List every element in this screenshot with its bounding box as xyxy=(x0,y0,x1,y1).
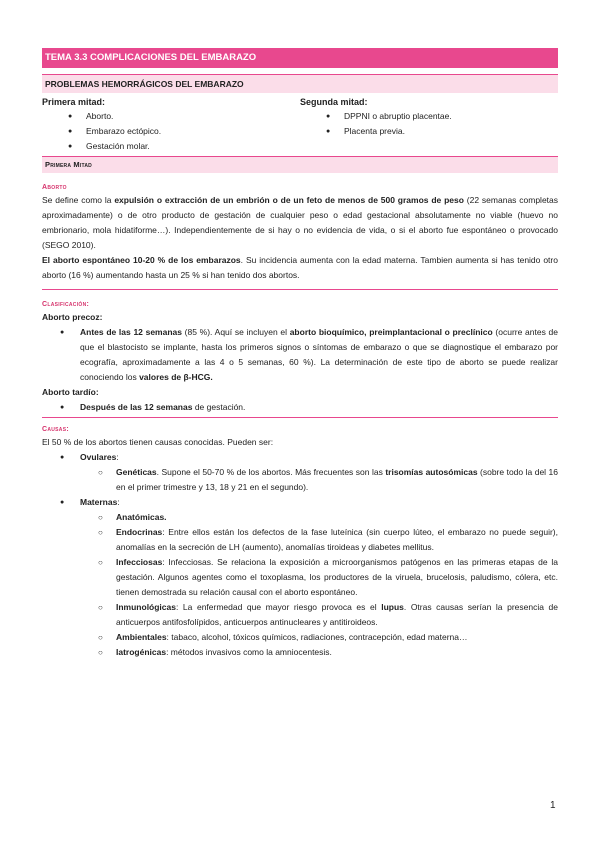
ovulares-item: ● Ovulares: xyxy=(60,452,119,462)
list-item: ● DPPNI o abruptio placentae. xyxy=(326,109,558,124)
clasificacion-heading: Clasificación: xyxy=(42,301,90,308)
first-half-heading: Primera mitad: xyxy=(42,97,106,107)
list-item: ● Placenta previa. xyxy=(326,124,558,139)
list-item: ● Embarazo ectópico. xyxy=(68,124,300,139)
halves-columns xyxy=(42,96,558,154)
aborto-heading: Aborto xyxy=(42,184,67,191)
section-title: PROBLEMAS HEMORRÁGICOS DEL EMBARAZO xyxy=(42,74,558,93)
anatomicas-item: ○ Anatómicas. xyxy=(98,512,167,522)
divider xyxy=(42,417,558,418)
aborto-incidence: El aborto espontáneo 10-20 % de los embarazos. Su incidencia aumenta con la edad materna. Tambien aumenta si has tenido otro aborto (16 %) aumentando hasta un 25 % si han tenido dos abortos. xyxy=(42,255,558,280)
first-half-column xyxy=(42,96,300,154)
endocrinas-item: ○ Endocrinas: Entre ellos están los defectos de la fase luteínica (sin cuerpo lúteo, el embarazo no puede seguir), anomalías en la secreción de LH (aumento), anomalías tiroideas y diabetes mellitus. xyxy=(98,527,558,552)
iatrogenicas-item: ○ Iatrogénicas: métodos invasivos como la amniocentesis. xyxy=(98,647,332,657)
causas-intro: El 50 % de los abortos tienen causas conocidas. Pueden ser: xyxy=(42,437,274,447)
second-half-heading: Segunda mitad: xyxy=(300,97,368,107)
ambientales-item: ○ Ambientales: tabaco, alcohol, tóxicos químicos, radiaciones, contracepción, edad materna… xyxy=(98,632,468,642)
inmunologicas-item: ○ Inmunológicas: La enfermedad que mayor riesgo provoca es el lupus. Otras causas serían la presencia de anticuerpos antifosfolípidos, anticuerpos antinucleares y antitiroideos. xyxy=(98,602,559,627)
aborto-tardio-heading: Aborto tardío: xyxy=(42,387,99,397)
aborto-definition: Se define como la expulsión o extracción de un embrión o de un feto de menos de 500 gramos de peso (22 semanas completas aproximadamente) o de otro producto de gestación de cualquier peso o edad gestacional absolutamente no viable (huevo no embrionario, mola hidatiforme…). Independientemente de si hay o no evidencia de vida, o si el aborto fue espontáneo o provocado (SEGO 2010). xyxy=(42,195,559,250)
primera-mitad-header: Primera Mitad xyxy=(42,156,558,173)
page-number: 1 xyxy=(550,800,556,811)
list-item: ● Aborto. xyxy=(68,109,300,124)
document-page xyxy=(42,48,558,660)
geneticas-item: ○ Genéticas. Supone el 50-70 % de los abortos. Más frecuentes son las trisomías autosómicas (sobre todo la del 16 en el primer trimestre y 13, 18 y 21 en el segundo). xyxy=(98,467,558,492)
infecciosas-item: ○ Infecciosas: Infecciosas. Se relaciona la exposición a microorganismos patógenos en las primeras etapas de la gestación. Algunos agentes como el toxoplasma, los productores de la viruela, brucelosis, paludismo, cólera, etc. tienen demostrada su relación causal con el aborto espontáneo. xyxy=(98,557,558,597)
maternas-item: ● Maternas: xyxy=(60,497,120,507)
aborto-precoz-heading: Aborto precoz: xyxy=(42,312,103,322)
aborto-tardio-item: ● Después de las 12 semanas de gestación. xyxy=(60,402,246,412)
list-item: ● Gestación molar. xyxy=(68,139,300,154)
page-title: TEMA 3.3 COMPLICACIONES DEL EMBARAZO xyxy=(42,48,558,68)
divider xyxy=(42,289,558,290)
causas-heading: Causas: xyxy=(42,426,69,433)
second-half-column xyxy=(300,96,558,154)
aborto-precoz-item: ● Antes de las 12 semanas (85 %). Aquí se incluyen el aborto bioquímico, preimplantacional o preclínico (ocurre antes de que el blastocisto se implante, hasta los primeros signos o síntomas de embarazo o que se diagnostique el embarazo por ecografía, aproximadamente a las 4 o 5 semanas, 60 %). La determinación de este tipo de aborto se puede realizar conociendo los valores de β-HCG. xyxy=(60,327,558,382)
